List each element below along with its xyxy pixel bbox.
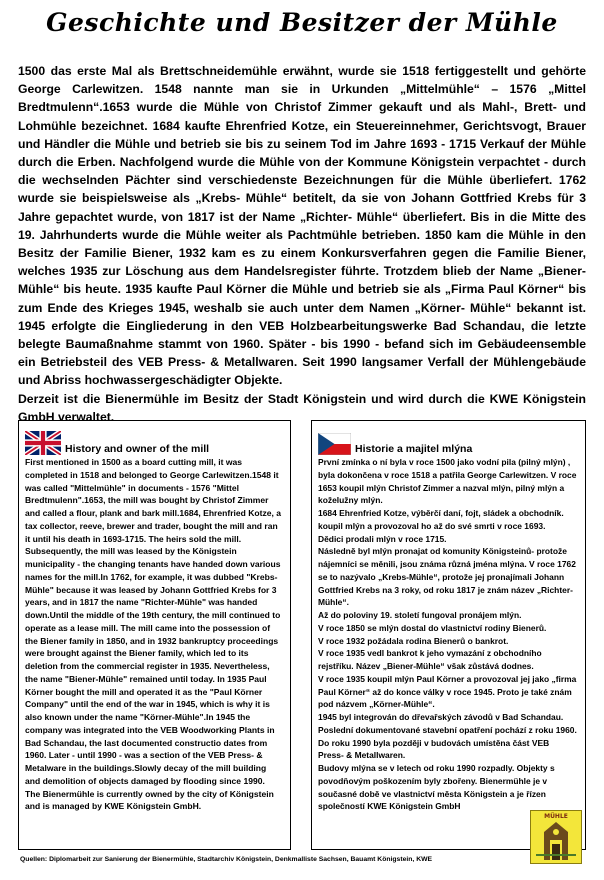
english-header — [25, 427, 282, 455]
czech-line: V roce 1935 vedl bankrot k jeho vymazání z obchodního rejstříku. Název „Biener-Mühle“ však zůstává dodnes. — [318, 648, 542, 671]
czech-header — [318, 427, 577, 455]
czech-line: Budovy mlýna se v letech od roku 1990 rozpadly. Objekty s povodňovým poškozením byly zbořeny. Bienermühle je v současné době ve vlastnictví města Königstein a je řízen společností KWE Königstein GmbH — [318, 763, 555, 812]
intro-paragraph-current: Derzeit ist die Bienermühle im Besitz der Stadt Königstein und wird durch die KWE Königstein GmbH verwaltet. — [18, 391, 586, 424]
english-heading: History and owner of the mill — [65, 443, 210, 455]
czech-line: Až do poloviny 19. století fungoval pronájem mlýn. — [318, 610, 522, 620]
czech-line: 1684 Ehrenfried Kotze, výběrčí daní, fojt, sládek a obchodník. koupil mlýn a provozoval ho až do své smrti v roce 1693. — [318, 508, 564, 531]
intro-text — [18, 62, 586, 426]
czech-flag-icon — [318, 433, 351, 455]
czech-line: První zmínka o ní byla v roce 1500 jako vodní pila (pilný mlýn) , byla dokončena v roce 1518 a patřila George Carlewitzen. V roce 1653 koupil mlýn Christof Zimmer a nazval mlýn, pilný mlýn a koželužny mlýn. — [318, 457, 577, 506]
czech-line: Následně byl mlýn pronajat od komunity Königsteinů- protože nájemníci se měnili, jsou známa různá jména mlýna. V roce 1762 se to nazývalo „Krebs-Mühle“, protože jej pronajímali Johann Gottfried Krebs na 3 roky, od roku 1817 je znám název „Richter-Mühle“. — [318, 546, 576, 608]
czech-line: Do roku 1990 byla později v budovách umístěna část VEB Press- & Metallwaren. — [318, 737, 550, 761]
czech-line: V roce 1932 požádala rodina Bienerů o bankrot. — [318, 635, 509, 646]
czech-line: V roce 1935 koupil mlýn Paul Körner a provozoval jej jako „firma Paul Körner“ až do konce války v roce 1945. Proto je také znám pod názvem „Körner-Mühle“. — [318, 673, 577, 710]
czech-box — [311, 420, 586, 850]
czech-line: Dědici prodali mlýn v roce 1715. — [318, 533, 447, 544]
uk-flag-icon — [25, 431, 61, 455]
sources-footer: Quellen: Diplomarbeit zur Sanierung der Bienermühle, Stadtarchiv Königstein, Denkmalliste Sachsen, Bauamt Königstein, KWE — [20, 856, 433, 863]
intro-paragraph: 1500 das erste Mal als Brettschneidemühle erwähnt, wurde sie 1518 fertiggestellt und gehörte George Carlewitzen. 1548 nannte man sie in Urkunden „Mittelmühle“ – 1576 „Mittel Bredtmulenn“.1653 wurde die Mühle von Christof Zimmer gekauft und als Mahl-, Brett- und Lohmühle bezeichnet. 1684 kaufte Ehrenfried Kotze, ein Steuereinnehmer, Gerichtsvogt, Brauer und Händler die Mühle und betrieb sie bis zu seinem Tod im Jahre 1693 - 1715 Verkauf der Mühle durch die Erben. Nachfolgend wurde die Mühle von der Kommune Königstein verpachtet - durch die wechselnden Pächter sind verschiedenste Bezeichnungen für die Mühle überliefert. 1762 wurde sie beispielsweise als „Krebs- Mühle“ betitelt, da sie von Johann Gottfried Krebs für 3 Jahre gepachtet wurde, von 1817 ist der Name „Richter- Mühle“ überliefert. Bis in die Mitte des 19. Jahrhunderts wurde die Mühle weiter als Pachtmühle betrieben. 1850 kam die Mühle in den Besitz der Familie Biener, 1932 kam es zu einem Konkursverfahren gegen die Familie Biener, welches 1935 zur Löschung aus dem Handelsregister führte. Trotzdem blieb der Name „Biener-Mühle“ bis heute. 1935 kaufte Paul Körner die Mühle und betrieb sie als „Firma Paul Körner“ bis zum Ende des Krieges 1945, weshalb sie auch unter dem Namen „Körner- Mühle“ bekannt ist. 1945 erfolgte die Eingliederung in den VEB Holzbearbeitungswerke Bad Schandau, die letzte belegte Baumaßnahme stammt von 1960. Später - bis 1990 - befand sich im Gebäudeensemble ein Betriebsteil des VEB Press- & Metallwaren. Seit 1990 langsamer Verfall der Mühlengebäude und Abriss hochwassergeschädigter Objekte. — [18, 64, 586, 388]
english-text: First mentioned in 1500 as a board cutting mill, it was completed in 1518 and belonged to George Carlewitzen.1548 it was called "Mittelmühle" in documents - 1576 "Mittel Bredtmulenn".1653, the mill was bought by Christof Zimmer and called a flour, plank and bark mill.1684, Ehrenfried Kotze, a tax collector, reeve, brewer and trader, bought the mill and ran it until his death in 1693-1715. The heirs sold the mill. Subsequently, the mill was leased by the Königstein municipality - the changing tenants have handed down various names for the mill.In 1762, for example, it was dubbed "Krebs-Mühle" because it was leased by Johann Gottfried Krebs for 3 years, and in 1817 the name "Richter-Mühle" was handed down.Until the middle of the 19th century, the mill continued to operate as a lease mill. The mill came into the possession of the Biener family in 1850, and in 1932 bankruptcy proceedings were brought against the Biener family, which led to its deletion from the commercial register in 1935. Nevertheless, the name "Biener-Mühle" remained until today. In 1935 Paul Körner bought the mill and operated it as the "Paul Körner Company" until the end of the war in 1945, which is why it is also known under the name "Körner-Mühle".In 1945 the company was integrated into the VEB Woodworking Plants in Bad Schandau, the last documented constructio dates from 1960. Later - until 1990 - was a section of the VEB Press- & Metalware in the buildings.Slowly decay of the mill building and demolition of objects damaged by flooding since 1990. The Bienermühle is currently owned by the city of Königstein and is managed by KWE Königstein GmbH. — [25, 457, 282, 812]
czech-text — [318, 456, 577, 813]
czech-line: V roce 1850 se mlýn dostal do vlastnictví rodiny Bienerů. — [318, 622, 547, 633]
czech-heading: Historie a majitel mlýna — [355, 443, 473, 455]
czech-line: 1945 byl integrován do dřevařských závodů v Bad Schandau. Poslední dokumentované stavební opatření pochází z roku 1960. — [318, 712, 577, 735]
english-box — [18, 420, 291, 850]
page-title: Geschichte und Besitzer der Mühle — [46, 8, 558, 37]
logo-text: MÜHLE — [544, 813, 568, 820]
